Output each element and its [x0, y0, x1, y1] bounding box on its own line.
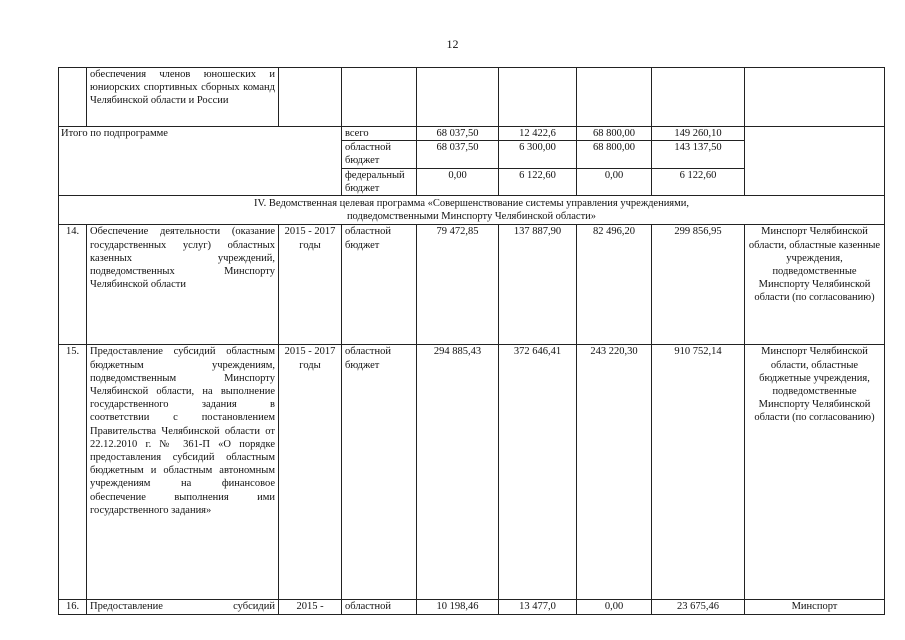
page-number: 12: [446, 37, 459, 51]
cell-2016: 137 887,90: [499, 225, 577, 345]
section-header-row: [59, 196, 885, 225]
cell-num: 16.: [59, 600, 87, 614]
cell-executor: [745, 68, 885, 127]
cell-2017: 0,00: [577, 600, 652, 614]
cell-period: 2015 - 2017 годы: [279, 345, 342, 600]
cell-2015: 10 198,46: [417, 600, 499, 614]
cell-num: 14.: [59, 225, 87, 345]
cell-executor: Минспорт: [745, 600, 885, 614]
cell-2016: 372 646,41: [499, 345, 577, 600]
cell-executor: [745, 127, 885, 196]
table-row: [59, 225, 885, 345]
cell-source: всего: [342, 127, 417, 141]
cell-2015: 0,00: [417, 168, 499, 195]
cell-name: обеспечения членов юношеских и юниорских спортивных сборных команд Челябинской области и России: [87, 68, 279, 127]
cell-2015: 294 885,43: [417, 345, 499, 600]
table-row: [59, 345, 885, 600]
cell-2016: 6 300,00: [499, 141, 577, 168]
total-label: Итого по подпрограмме: [59, 127, 342, 196]
cell-total: 23 675,46: [652, 600, 745, 614]
cell-total: 149 260,10: [652, 127, 745, 141]
cell-total: 910 752,14: [652, 345, 745, 600]
cell-total: [652, 68, 745, 127]
table-row: [59, 600, 885, 614]
cell-source: федеральный бюджет: [342, 168, 417, 195]
cell-source: областной бюджет: [342, 141, 417, 168]
cell-total: 143 137,50: [652, 141, 745, 168]
cell-2017: [577, 68, 652, 127]
cell-period: [279, 68, 342, 127]
cell-name: Предоставление субсидий областным бюджетным учреждениям, подведомственным Минспорту Челябинской области, на выполнение государственного задания в соответствии с постановлением Правительства Челябинской области от 22.12.2010 г. № 361-П «О порядке предоставления субсидий областным бюджетным и областным автономным учреждениям на финансовое обеспечение выполнения ими государственного задания»: [87, 345, 279, 600]
cell-2016: 6 122,60: [499, 168, 577, 195]
cell-total: 299 856,95: [652, 225, 745, 345]
program-table: [58, 67, 885, 615]
cell-period: 2015 -: [279, 600, 342, 614]
cell-2016: 12 422,6: [499, 127, 577, 141]
cell-num: [59, 68, 87, 127]
cell-2016: 13 477,0: [499, 600, 577, 614]
cell-executor: Минспорт Челябинской области, областные бюджетные учреждения, подведомственные Минспорту Челябинской области (по согласованию): [745, 345, 885, 600]
section-title: IV. Ведомственная целевая программа «Совершенствование системы управления учреждениями, подведомственными Минспорту Челябинской области»: [59, 196, 885, 225]
cell-num: 15.: [59, 345, 87, 600]
table-row-total: [59, 127, 885, 141]
cell-name: Обеспечение деятельности (оказание государственных услуг) областных казенных учреждений, подведомственных Минспорту Челябинской области: [87, 225, 279, 345]
cell-2016: [499, 68, 577, 127]
cell-2017: 243 220,30: [577, 345, 652, 600]
cell-2015: 68 037,50: [417, 141, 499, 168]
cell-2015: 68 037,50: [417, 127, 499, 141]
cell-2017: 68 800,00: [577, 127, 652, 141]
cell-2017: 0,00: [577, 168, 652, 195]
cell-total: 6 122,60: [652, 168, 745, 195]
cell-2017: 82 496,20: [577, 225, 652, 345]
cell-period: 2015 - 2017 годы: [279, 225, 342, 345]
cell-2015: [417, 68, 499, 127]
cell-source: областной: [342, 600, 417, 614]
cell-name: Предоставление субсидий: [87, 600, 279, 614]
table-row-continued: [59, 68, 885, 127]
cell-source: [342, 68, 417, 127]
cell-source: областной бюджет: [342, 225, 417, 345]
cell-executor: Минспорт Челябинской области, областные казенные учреждения, подведомственные Минспорту Челябинской области (по согласованию): [745, 225, 885, 345]
cell-2017: 68 800,00: [577, 141, 652, 168]
cell-2015: 79 472,85: [417, 225, 499, 345]
cell-source: областной бюджет: [342, 345, 417, 600]
